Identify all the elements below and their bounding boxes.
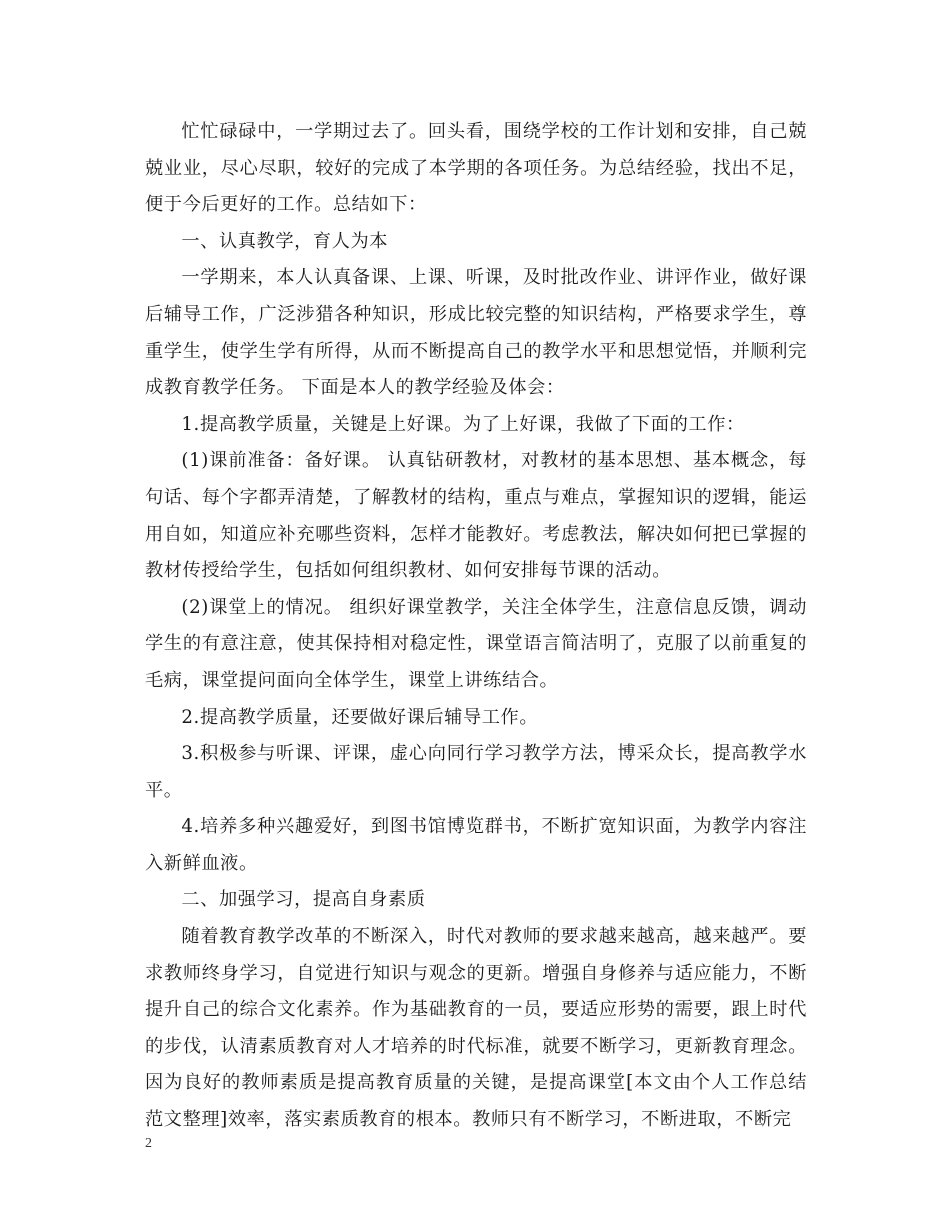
list-item-4: 4.培养多种兴趣爱好，到图书馆博览群书，不断扩宽知识面，为教学内容注入新鲜血液。	[145, 816, 807, 874]
list-item-1: 1.提高教学质量，关键是上好课。为了上好课，我做了下面的工作：	[181, 413, 745, 435]
page-number: 2	[145, 1136, 152, 1151]
body-paragraph: 一学期来，本人认真备课、上课、听课，及时批改作业、讲评作业，做好课后辅导工作，广泛涉猎各种知识，形成比较完整的知识结构，严格要求学生，尊重学生，使学生学有所得，从而不断提高自己的教学水平和思想觉悟，并顺利完成教育教学任务。 下面是本人的教学经验及体会：	[145, 267, 807, 399]
body-paragraph-2: 随着教育教学改革的不断深入，时代对教师的要求越来越高，越来越严。要求教师终身学习，自觉进行知识与观念的更新。增强自身修养与适应能力，不断提升自己的综合文化素养。作为基础教育的一员，要适应形势的需要，跟上时代的步伐，认清素质教育对人才培养的时代标准，就要不断学习，更新教育理念。因为良好的教师素质是提高教育质量的关键，是提高课堂[本文由个人工作总结范文整理]效率，落实素质教育的根本。教师只有不断学习，不断进取，不断完	[145, 926, 807, 1131]
list-item-3: 3.积极参与听课、评课，虚心向同行学习教学方法，博采众长，提高教学水平。	[145, 743, 807, 801]
section-heading-1: 一、认真教学，育人为本	[181, 230, 389, 252]
list-item-2: 2.提高教学质量，还要做好课后辅导工作。	[181, 706, 539, 728]
intro-paragraph: 忙忙碌碌中，一学期过去了。回头看，围绕学校的工作计划和安排，自己兢兢业业，尽心尽职，较好的完成了本学期的各项任务。为总结经验，找出不足，便于今后更好的工作。总结如下：	[145, 121, 807, 216]
sub-item-1: (1)课前准备：备好课。 认真钻研教材，对教材的基本思想、基本概念，每句话、每个字都弄清楚，了解教材的结构，重点与难点，掌握知识的逻辑，能运用自如，知道应补充哪些资料，怎样才能教好。考虑教法，解决如何把已掌握的教材传授给学生，包括如何组织教材、如何安排每节课的活动。	[145, 450, 807, 582]
section-heading-2: 二、加强学习，提高自身素质	[181, 889, 426, 911]
document-body	[145, 114, 807, 1139]
sub-item-2: (2)课堂上的情况。 组织好课堂教学，关注全体学生，注意信息反馈，调动学生的有意注意，使其保持相对稳定性，课堂语言简洁明了，克服了以前重复的毛病，课堂提问面向全体学生，课堂上讲练结合。	[145, 596, 807, 691]
